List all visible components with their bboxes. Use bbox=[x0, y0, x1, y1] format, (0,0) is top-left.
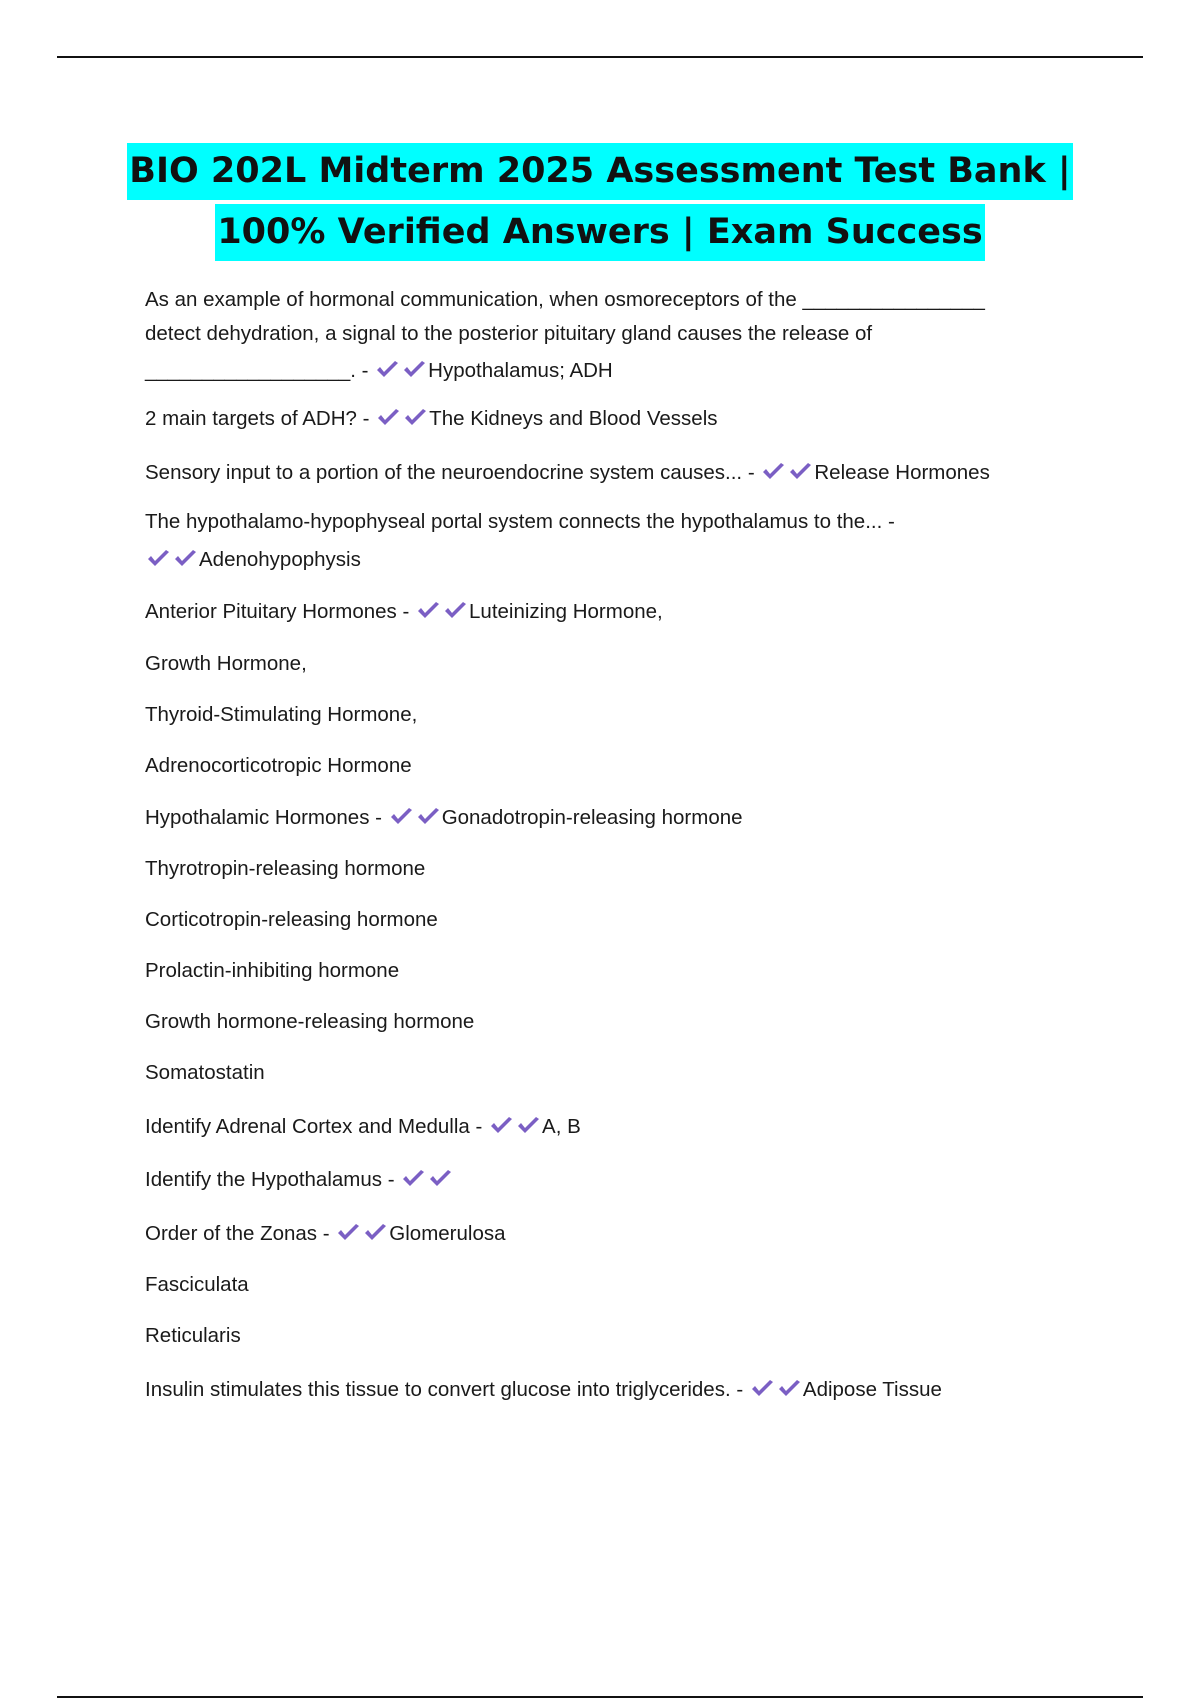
answer-continuation: Thyroid-Stimulating Hormone, bbox=[145, 703, 418, 726]
checkmark-icon bbox=[374, 358, 401, 382]
document-title bbox=[0, 143, 1200, 261]
qa-item bbox=[145, 1162, 1075, 1198]
answer-continuation: Growth Hormone, bbox=[145, 652, 307, 675]
answer-text: Release Hormones bbox=[814, 461, 990, 484]
qa-item bbox=[145, 800, 1075, 1091]
answer-continuation: Prolactin-inhibiting hormone bbox=[145, 959, 400, 982]
checkmark-icon bbox=[415, 805, 442, 829]
checkmark-icon bbox=[145, 547, 172, 571]
question-text: Order of the Zonas - bbox=[145, 1222, 330, 1245]
answer-continuation: Corticotropin-releasing hormone bbox=[145, 908, 438, 931]
checkmark-icon bbox=[442, 599, 469, 623]
question-text: Identify Adrenal Cortex and Medulla - bbox=[145, 1115, 483, 1138]
title-line-2: 100% Verified Answers | Exam Success bbox=[215, 204, 984, 261]
bottom-rule bbox=[57, 1696, 1143, 1698]
question-text: Anterior Pituitary Hormones - bbox=[145, 600, 410, 623]
qa-item bbox=[145, 1109, 1075, 1145]
answer-text: A, B bbox=[542, 1115, 581, 1138]
qa-item bbox=[145, 455, 1075, 491]
answer-continuation: Adrenocorticotropic Hormone bbox=[145, 754, 412, 777]
checkmark-icon bbox=[415, 599, 442, 623]
checkmark-icon bbox=[172, 547, 199, 571]
checkmark-icon bbox=[362, 1221, 389, 1245]
question-text: detect dehydration, a signal to the posterior pituitary gland causes the release of bbox=[145, 322, 873, 345]
question-text: 2 main targets of ADH? - bbox=[145, 407, 370, 430]
question-text: Sensory input to a portion of the neuroendocrine system causes... - bbox=[145, 461, 755, 484]
answer-text: Hypothalamus; ADH bbox=[428, 359, 613, 382]
answer-continuation: Fasciculata bbox=[145, 1273, 249, 1296]
answer-text: Adenohypophysis bbox=[199, 548, 361, 571]
title-line-1: BIO 202L Midterm 2025 Assessment Test Bank | bbox=[127, 143, 1072, 200]
question-text: Identify the Hypothalamus - bbox=[145, 1168, 395, 1191]
answer-continuation: Growth hormone-releasing hormone bbox=[145, 1010, 475, 1033]
checkmark-icon bbox=[388, 805, 415, 829]
top-rule bbox=[57, 56, 1143, 58]
checkmark-icon bbox=[749, 1377, 776, 1401]
question-text: Hypothalamic Hormones - bbox=[145, 806, 382, 829]
answer-text: Glomerulosa bbox=[389, 1222, 506, 1245]
checkmark-icon bbox=[488, 1114, 515, 1138]
answer-continuation: Reticularis bbox=[145, 1324, 241, 1347]
answer-continuation: Somatostatin bbox=[145, 1061, 265, 1084]
qa-item bbox=[145, 504, 1075, 580]
qa-list bbox=[145, 283, 1075, 1408]
question-text: The hypothalamo-hypophyseal portal system connects the hypothalamus to the... - bbox=[145, 510, 895, 533]
answer-text: Luteinizing Hormone, bbox=[469, 600, 663, 623]
checkmark-icon bbox=[427, 1167, 454, 1191]
checkmark-icon bbox=[375, 406, 402, 430]
question-text: As an example of hormonal communication, when osmoreceptors of the ________________ bbox=[145, 288, 985, 311]
answer-text: Gonadotropin-releasing hormone bbox=[441, 806, 743, 829]
answer-text: The Kidneys and Blood Vessels bbox=[429, 407, 718, 430]
checkmark-icon bbox=[515, 1114, 542, 1138]
answer-continuation: Thyrotropin-releasing hormone bbox=[145, 857, 426, 880]
checkmark-icon bbox=[401, 358, 428, 382]
answer-text: Adipose Tissue bbox=[802, 1378, 942, 1401]
checkmark-icon bbox=[760, 460, 787, 484]
question-text: __________________. - bbox=[145, 359, 369, 382]
qa-item bbox=[145, 594, 1075, 784]
question-text: Insulin stimulates this tissue to convert glucose into triglycerides. - bbox=[145, 1378, 744, 1401]
qa-item bbox=[145, 1372, 1075, 1408]
checkmark-icon bbox=[402, 406, 429, 430]
checkmark-icon bbox=[776, 1377, 803, 1401]
checkmark-icon bbox=[335, 1221, 362, 1245]
checkmark-icon bbox=[787, 460, 814, 484]
qa-item bbox=[145, 283, 1075, 391]
checkmark-icon bbox=[400, 1167, 427, 1191]
qa-item bbox=[145, 1216, 1075, 1354]
qa-item bbox=[145, 401, 1075, 437]
